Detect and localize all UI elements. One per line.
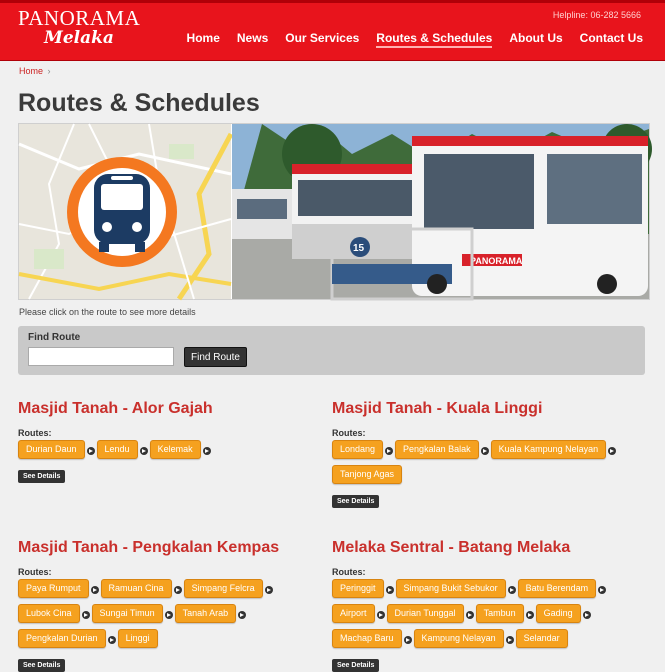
find-route-input[interactable]: [28, 347, 174, 366]
stop-button[interactable]: Selandar: [516, 629, 568, 648]
nav-routes-schedules[interactable]: Routes & Schedules: [376, 31, 492, 48]
find-route-box: [18, 326, 645, 375]
routes-label: Routes:: [18, 567, 52, 577]
arrow-right-icon: [174, 586, 182, 594]
see-details-button[interactable]: See Details: [332, 495, 379, 508]
routes-label: Routes:: [332, 428, 366, 438]
stop-button[interactable]: Pengkalan Balak: [395, 440, 479, 459]
routes-label: Routes:: [332, 567, 366, 577]
banner-image: [18, 123, 650, 300]
arrow-right-icon: [165, 611, 173, 619]
route-stops: [332, 440, 642, 490]
arrow-right-icon: [404, 636, 412, 644]
breadcrumb: [19, 66, 51, 76]
stop-button[interactable]: Simpang Bukit Sebukor: [396, 579, 506, 598]
stop-button[interactable]: Airport: [332, 604, 375, 623]
nav-home[interactable]: Home: [186, 31, 220, 45]
arrow-right-icon: [87, 447, 95, 455]
helpline: Helpline: 06-282 5666: [552, 10, 641, 20]
nav-news[interactable]: News: [236, 31, 269, 45]
arrow-right-icon: [508, 586, 516, 594]
arrow-right-icon: [108, 636, 116, 644]
arrow-right-icon: [466, 611, 474, 619]
route-title[interactable]: Masjid Tanah - Pengkalan Kempas: [18, 539, 280, 556]
arrow-right-icon: [386, 586, 394, 594]
route-title[interactable]: Melaka Sentral - Batang Melaka: [332, 539, 571, 556]
map-image: [19, 124, 231, 299]
route-hint: Please click on the route to see more details: [19, 307, 196, 317]
nav-contact-us[interactable]: Contact Us: [579, 31, 643, 45]
nav-our-services[interactable]: Our Services: [285, 31, 360, 45]
arrow-right-icon: [140, 447, 148, 455]
stop-button[interactable]: Gading: [536, 604, 581, 623]
arrow-right-icon: [265, 586, 273, 594]
arrow-right-icon: [583, 611, 591, 619]
stop-button[interactable]: Kuala Kampung Nelayan: [491, 440, 607, 459]
arrow-right-icon: [598, 586, 606, 594]
route-stops: [332, 579, 642, 654]
stop-button[interactable]: Pengkalan Durian: [18, 629, 106, 648]
stop-button[interactable]: Tanjong Agas: [332, 465, 402, 484]
breadcrumb-home[interactable]: Home: [19, 66, 44, 76]
route-stops: [18, 440, 328, 465]
arrow-right-icon: [377, 611, 385, 619]
arrow-right-icon: [506, 636, 514, 644]
stop-button[interactable]: Londang: [332, 440, 383, 459]
see-details-button[interactable]: See Details: [18, 470, 65, 483]
stop-button[interactable]: Tambun: [476, 604, 524, 623]
see-details-button[interactable]: See Details: [332, 659, 379, 672]
see-details-button[interactable]: See Details: [18, 659, 65, 672]
stop-button[interactable]: Tanah Arab: [175, 604, 237, 623]
bus-number-text: 15: [353, 243, 365, 254]
stop-button[interactable]: Durian Daun: [18, 440, 85, 459]
stop-button[interactable]: Machap Baru: [332, 629, 402, 648]
routes-label: Routes:: [18, 428, 52, 438]
route-card: [332, 539, 642, 672]
route-title[interactable]: Masjid Tanah - Kuala Linggi: [332, 400, 543, 417]
stop-button[interactable]: Paya Rumput: [18, 579, 89, 598]
arrow-right-icon: [385, 447, 393, 455]
stop-button[interactable]: Lubok Cina: [18, 604, 80, 623]
stop-button[interactable]: Kelemak: [150, 440, 201, 459]
route-title[interactable]: Masjid Tanah - Alor Gajah: [18, 400, 213, 417]
breadcrumb-separator: ›: [47, 66, 51, 76]
main-nav: [170, 31, 643, 48]
arrow-right-icon: [481, 447, 489, 455]
site-logo[interactable]: [18, 7, 140, 47]
site-header: [0, 0, 665, 61]
arrow-right-icon: [91, 586, 99, 594]
bus-sign-text: PANORAMA: [470, 256, 523, 266]
page-title: Routes & Schedules: [18, 89, 260, 117]
stop-button[interactable]: Peringgit: [332, 579, 384, 598]
stop-button[interactable]: Durian Tunggal: [387, 604, 464, 623]
arrow-right-icon: [526, 611, 534, 619]
route-card: [18, 400, 328, 483]
stop-button[interactable]: Batu Berendam: [518, 579, 597, 598]
logo-text-top: PANORAMA: [18, 6, 141, 30]
find-route-button[interactable]: Find Route: [184, 347, 247, 367]
stop-button[interactable]: Sungai Timun: [92, 604, 163, 623]
nav-about-us[interactable]: About Us: [509, 31, 563, 45]
arrow-right-icon: [238, 611, 246, 619]
stop-button[interactable]: Lendu: [97, 440, 138, 459]
route-stops: [18, 579, 328, 654]
arrow-right-icon: [82, 611, 90, 619]
route-card: [332, 400, 642, 508]
find-route-label: Find Route: [28, 332, 81, 343]
logo-text-bottom: Melaka: [44, 28, 114, 48]
route-card: [18, 539, 328, 672]
stop-button[interactable]: Kampung Nelayan: [414, 629, 504, 648]
stop-button[interactable]: Simpang Felcra: [184, 579, 263, 598]
bus-station-photo: [232, 124, 649, 299]
arrow-right-icon: [608, 447, 616, 455]
stop-button[interactable]: Linggi: [118, 629, 158, 648]
stop-button[interactable]: Ramuan Cina: [101, 579, 172, 598]
arrow-right-icon: [203, 447, 211, 455]
